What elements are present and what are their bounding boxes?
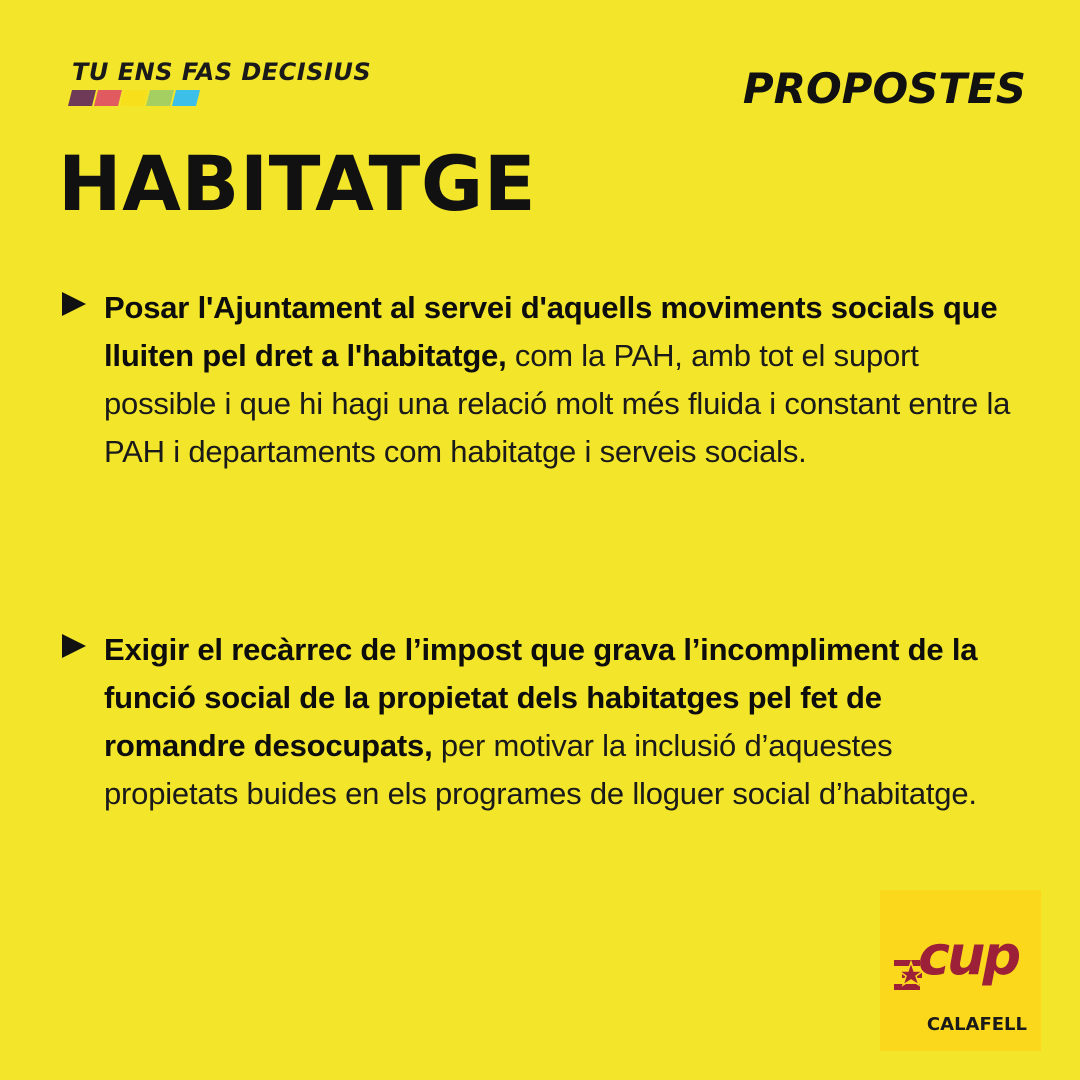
proposal-item bbox=[62, 626, 1026, 818]
proposal-bold-text: Exigir el recàrrec de l’impost que grava l’incompliment de la funció social de la propietat dels habitatges pel fet de romandre desocupats, bbox=[104, 632, 978, 763]
color-swatch bbox=[172, 90, 200, 106]
color-swatch bbox=[68, 90, 96, 106]
proposal-text bbox=[104, 626, 1026, 818]
page-title: HABITATGE bbox=[58, 139, 537, 228]
color-swatch bbox=[94, 90, 122, 106]
section-tag: PROPOSTES bbox=[742, 64, 1026, 113]
color-swatch bbox=[120, 90, 148, 106]
proposal-bold-text: Posar l'Ajuntament al servei d'aquells moviments socials que lluiten pel dret a l'habitatge, bbox=[104, 290, 998, 373]
logo-wordmark: cup bbox=[918, 924, 1019, 987]
triangle-bullet-icon bbox=[62, 634, 86, 658]
proposal-text bbox=[104, 284, 1026, 476]
color-strip bbox=[70, 90, 200, 106]
triangle-bullet-icon bbox=[62, 292, 86, 316]
logo-place: CALAFELL bbox=[926, 1014, 1027, 1035]
tagline: TU ENS FAS DECISIUS bbox=[72, 58, 372, 86]
proposal-regular-text: com la PAH, amb tot el suport possible i que hi hagi una relació molt més fluida i constant entre la PAH i departaments com habitatge i serveis socials. bbox=[104, 338, 1011, 469]
proposal-regular-text: per motivar la inclusió d’aquestes propietats buides en els programes de lloguer social d’habitatge. bbox=[104, 728, 977, 811]
proposal-item bbox=[62, 284, 1026, 476]
cup-logo bbox=[880, 890, 1041, 1051]
color-swatch bbox=[146, 90, 174, 106]
